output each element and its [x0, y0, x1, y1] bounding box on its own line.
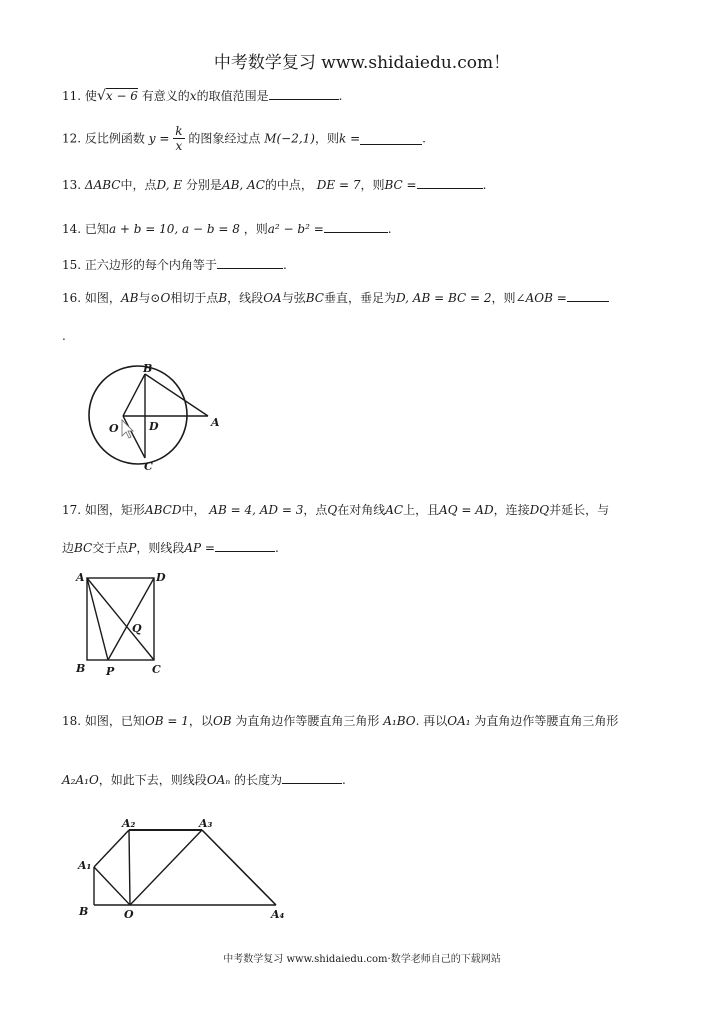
- text: .: [387, 222, 392, 236]
- condition: AB = 4, AD = 3: [209, 503, 304, 517]
- triangle: A₂A₁O: [62, 773, 99, 787]
- label-c: C: [152, 663, 161, 676]
- text: 有意义的: [141, 89, 190, 103]
- segment-a3-a4: [202, 830, 276, 905]
- text: 如图，: [84, 291, 121, 305]
- text: 相切于点: [170, 291, 219, 305]
- point: O: [160, 291, 171, 305]
- label-a1: A₁: [78, 859, 92, 872]
- segment: OA: [263, 291, 282, 305]
- question-13: [62, 176, 486, 194]
- question-number: 18.: [62, 714, 82, 728]
- question-11: [62, 87, 342, 105]
- points: D, E: [156, 178, 183, 192]
- expression: ∠AOB =: [515, 291, 567, 305]
- text: 与⊙: [138, 291, 161, 305]
- segment-ob: [123, 374, 145, 416]
- text: 正六边形的每个内角等于: [84, 258, 217, 272]
- segment-ab: [145, 374, 208, 416]
- equation: y =: [148, 131, 170, 146]
- page-header: 中考数学复习 www.shidaiedu.com！: [213, 53, 511, 73]
- segment-o-a3: [130, 830, 202, 905]
- segment: AC: [385, 503, 404, 517]
- text: ，点: [303, 503, 328, 517]
- text: ，连接: [493, 503, 530, 517]
- segment: BC: [305, 291, 324, 305]
- label-q: Q: [132, 622, 142, 635]
- label-b: B: [143, 362, 153, 375]
- segment-o-a1: [94, 867, 130, 905]
- question-14: [62, 220, 392, 238]
- answer-blank[interactable]: [269, 87, 339, 100]
- text: .: [338, 89, 343, 103]
- question-number: 13.: [62, 178, 82, 192]
- segment-oc: [123, 416, 145, 458]
- question-number: 11.: [62, 89, 82, 103]
- segment: DQ: [529, 503, 550, 517]
- text: 边: [62, 541, 75, 555]
- segment: AB: [120, 291, 139, 305]
- question-18-line2: [62, 771, 346, 789]
- label-o: O: [124, 908, 134, 921]
- expression: AP =: [184, 541, 215, 555]
- text: 中，: [181, 503, 206, 517]
- question-number: 14.: [62, 222, 82, 236]
- question-16-end: .: [62, 329, 66, 343]
- answer-blank[interactable]: [215, 539, 275, 552]
- text: 使: [84, 89, 97, 103]
- page-footer: 中考数学复习 www.shidaiedu.com·数学老师自己的下载网站: [223, 954, 501, 965]
- text: 中，点: [120, 178, 157, 192]
- question-15: [62, 256, 287, 274]
- segment: OAₙ: [206, 773, 231, 787]
- text: ，则: [491, 291, 516, 305]
- label-c: C: [144, 460, 153, 473]
- text: 与弦: [281, 291, 306, 305]
- segment-dp: [108, 578, 154, 660]
- question-number: 15.: [62, 258, 82, 272]
- text: ，线段: [227, 291, 264, 305]
- question-number: 12.: [62, 131, 82, 146]
- segment-o-a2: [129, 830, 130, 905]
- label-d: D: [156, 571, 166, 584]
- condition: a + b = 10, a − b = 8: [108, 222, 240, 236]
- equation: DE = 7: [316, 178, 361, 192]
- figure-17: [72, 568, 172, 680]
- text: 反比例函数: [84, 131, 145, 146]
- answer-blank[interactable]: [360, 132, 422, 145]
- answer-blank[interactable]: [282, 771, 342, 784]
- label-a: A: [211, 416, 220, 429]
- label-p: P: [106, 665, 115, 678]
- question-number: 16.: [62, 291, 82, 305]
- label-d: D: [149, 420, 159, 433]
- text: ，则: [315, 131, 340, 146]
- question-12: [62, 124, 426, 153]
- condition: AQ = AD: [439, 503, 494, 517]
- fraction: [173, 124, 184, 153]
- label-b: B: [79, 905, 89, 918]
- text: .: [482, 178, 487, 192]
- question-16: [62, 289, 609, 307]
- text: 如图，已知: [84, 714, 145, 728]
- text: 的中点，: [264, 178, 313, 192]
- denominator: x: [175, 139, 183, 153]
- text: .: [274, 541, 279, 555]
- text: . 再以: [415, 714, 448, 728]
- condition: D, AB = BC = 2: [395, 291, 492, 305]
- point: M(−2,1): [264, 131, 315, 146]
- text: 的取值范围是: [196, 89, 269, 103]
- segment-a1-a2: [94, 830, 129, 867]
- rectangle: ABCD: [144, 503, 182, 517]
- label-b: B: [76, 662, 86, 675]
- segment: OB: [212, 714, 232, 728]
- figure-18: [70, 812, 300, 924]
- text: 为直角边作等腰直角三角形: [474, 714, 619, 728]
- question-18: [62, 712, 618, 730]
- sqrt-expression: √: [96, 88, 106, 104]
- segments: AB, AC: [221, 178, 265, 192]
- text: ，以: [188, 714, 213, 728]
- question-17: [62, 501, 609, 519]
- figure-16: [70, 360, 230, 475]
- text: ，如此下去，则线段: [98, 773, 207, 787]
- answer-blank[interactable]: [324, 220, 388, 233]
- point: B: [218, 291, 228, 305]
- text: 为直角边作等腰直角三角形: [235, 714, 380, 728]
- text: 的长度为: [234, 773, 283, 787]
- segment: BC: [74, 541, 93, 555]
- text: ，则: [360, 178, 385, 192]
- condition: OB = 1: [144, 714, 189, 728]
- text: .: [282, 258, 287, 272]
- equation: BC =: [384, 178, 417, 192]
- text: 交于点: [92, 541, 129, 555]
- label-a3: A₃: [199, 817, 213, 830]
- answer-blank[interactable]: [417, 176, 483, 189]
- label-a2: A₂: [122, 817, 136, 830]
- text: ，则: [243, 222, 268, 236]
- radicand: x − 6: [105, 89, 138, 103]
- cursor-icon: [122, 420, 133, 438]
- variable: k =: [339, 131, 361, 146]
- text: 分别是: [185, 178, 222, 192]
- text: .: [342, 773, 346, 787]
- text: ，则线段: [136, 541, 185, 555]
- expression: a² − b² =: [267, 222, 324, 236]
- text: 上，且: [403, 503, 440, 517]
- text: 并延长，与: [549, 503, 610, 517]
- question-17-line2: [62, 539, 279, 557]
- variable: x: [189, 89, 197, 103]
- triangle: A₁BO: [383, 714, 416, 728]
- label-a: A: [76, 571, 85, 584]
- numerator: k: [175, 124, 183, 138]
- question-number: 17.: [62, 503, 82, 517]
- text: .: [422, 131, 426, 146]
- point: P: [128, 541, 137, 555]
- segment: OA₁: [447, 714, 471, 728]
- circle-o: [89, 366, 187, 464]
- triangle: ΔABC: [84, 178, 121, 192]
- text: 的图象经过点: [188, 131, 261, 146]
- text: 已知: [84, 222, 109, 236]
- point: Q: [327, 503, 338, 517]
- label-a4: A₄: [271, 908, 285, 921]
- text: 垂直，垂足为: [323, 291, 396, 305]
- text: 在对角线: [337, 503, 386, 517]
- label-o: O: [109, 422, 119, 435]
- text: 如图，矩形: [84, 503, 145, 517]
- answer-blank[interactable]: [217, 256, 283, 269]
- answer-blank[interactable]: [567, 289, 609, 302]
